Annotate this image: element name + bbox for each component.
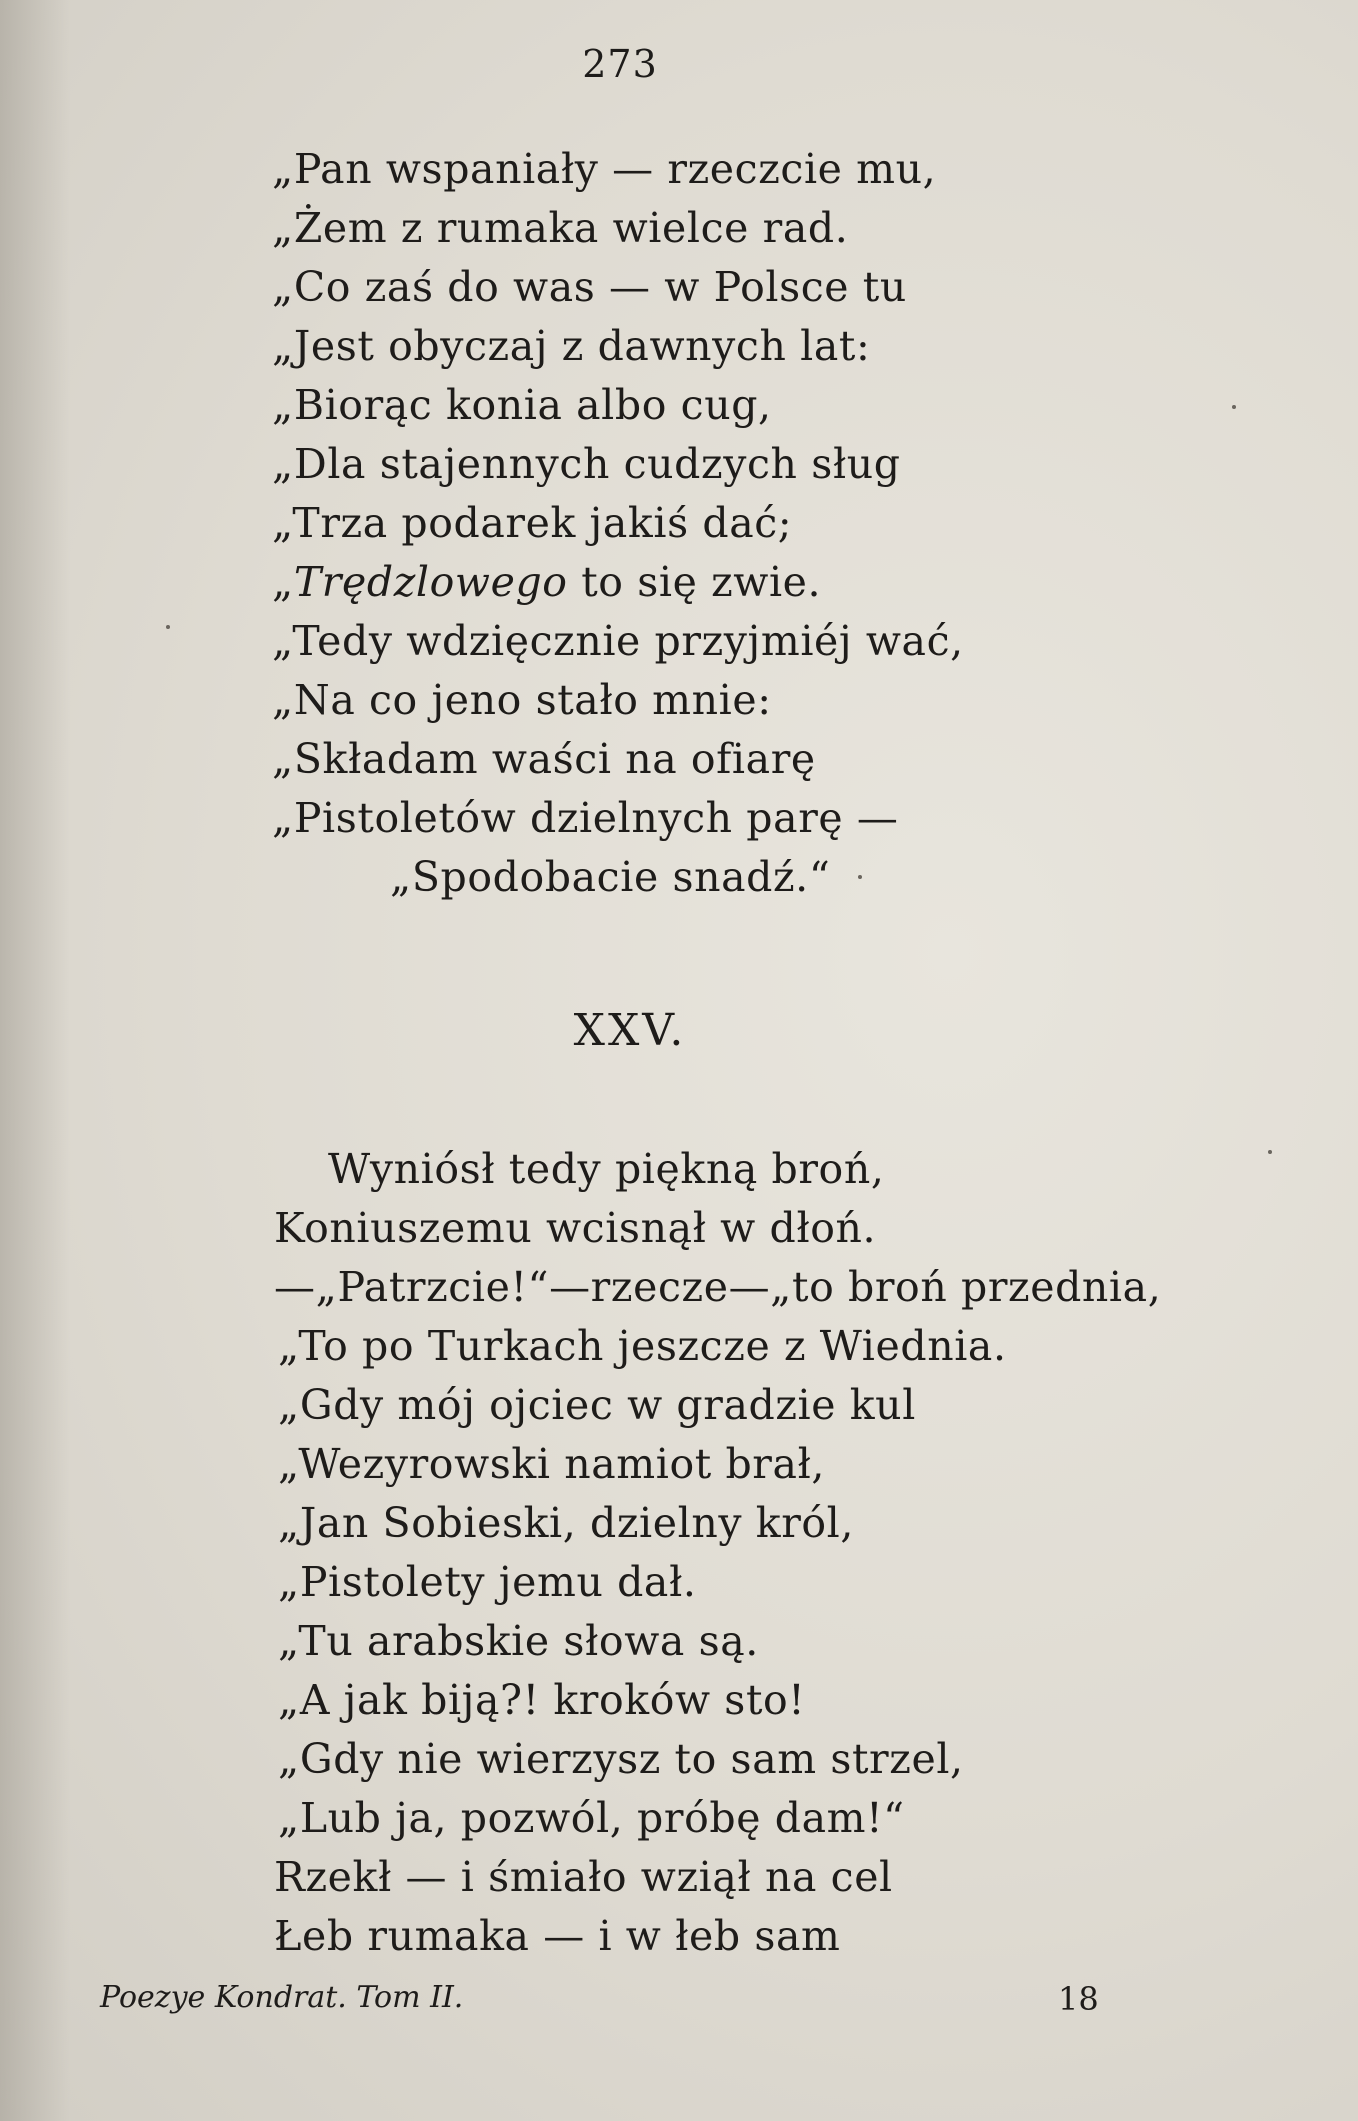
italic-term: Trędzlowego <box>293 558 568 606</box>
page-footer <box>100 1980 1100 2030</box>
verse-line: „Pistoletów dzielnych parę — <box>272 794 899 842</box>
verse-line: „Lub ja, pozwól, próbę dam!“ <box>278 1794 905 1842</box>
verse-line: „Składam waści na ofiarę <box>272 735 816 783</box>
verse-line: „Gdy mój ojciec w gradzie kul <box>278 1381 916 1429</box>
verse-line: „Trza podarek jakiś dać; <box>272 499 793 547</box>
verse-line: Wyniósł tedy piękną broń, <box>328 1145 885 1193</box>
stanza-2 <box>274 1140 1162 1966</box>
verse-line: „Żem z rumaka wielce rad. <box>272 204 849 252</box>
verse-line: „Tu arabskie słowa są. <box>278 1617 759 1665</box>
verse-line: „Gdy nie wierzysz to sam strzel, <box>278 1735 964 1783</box>
verse-line: —„Patrzcie!“—rzecze—„to broń przednia, <box>274 1263 1162 1311</box>
verse-line: „Biorąc konia albo cug, <box>272 381 772 429</box>
verse-line: Rzekł — i śmiało wziął na cel <box>274 1853 893 1901</box>
verse-line-rest: to się zwie. <box>567 558 822 606</box>
stanza-1 <box>272 140 964 907</box>
page-number: 273 <box>582 42 658 86</box>
verse-line: „Spodobacie snadź.“ <box>390 853 831 901</box>
verse-line <box>272 553 964 612</box>
verse-line: „Wezyrowski namiot brał, <box>278 1440 826 1488</box>
quote-mark: „ <box>272 558 294 606</box>
verse-line: „Na co jeno stało mnie: <box>272 676 772 724</box>
signature-mark: 18 <box>1058 1980 1099 2018</box>
verse-line: „A jak biją?! kroków sto! <box>278 1676 806 1724</box>
verse-line: „Jest obyczaj z dawnych lat: <box>272 322 871 370</box>
verse-line: „Jan Sobieski, dzielny król, <box>278 1499 855 1547</box>
verse-line: „Tedy wdzięcznie przyjmiéj wać, <box>272 617 964 665</box>
paper-speck <box>858 875 862 879</box>
section-heading: XXV. <box>573 1005 687 1056</box>
verse-line: „Dla stajennych cudzych sług <box>272 440 901 488</box>
paper-speck <box>1268 1150 1272 1154</box>
verse-line: Łeb rumaka — i w łeb sam <box>274 1912 841 1960</box>
verse-line: „Co zaś do was — w Polsce tu <box>272 263 907 311</box>
verse-line: Koniuszemu wcisnął w dłoń. <box>274 1204 877 1252</box>
verse-line: „To po Turkach jeszcze z Wiednia. <box>278 1322 1007 1370</box>
verse-line: „Pistolety jemu dał. <box>278 1558 697 1606</box>
gutter-shadow <box>0 0 70 2121</box>
footer-book-title: Poezye Kondrat. Tom II. <box>100 1980 464 2015</box>
verse-line: „Pan wspaniały — rzeczcie mu, <box>272 145 937 193</box>
paper-speck <box>166 625 170 629</box>
paper-speck <box>1232 405 1236 409</box>
